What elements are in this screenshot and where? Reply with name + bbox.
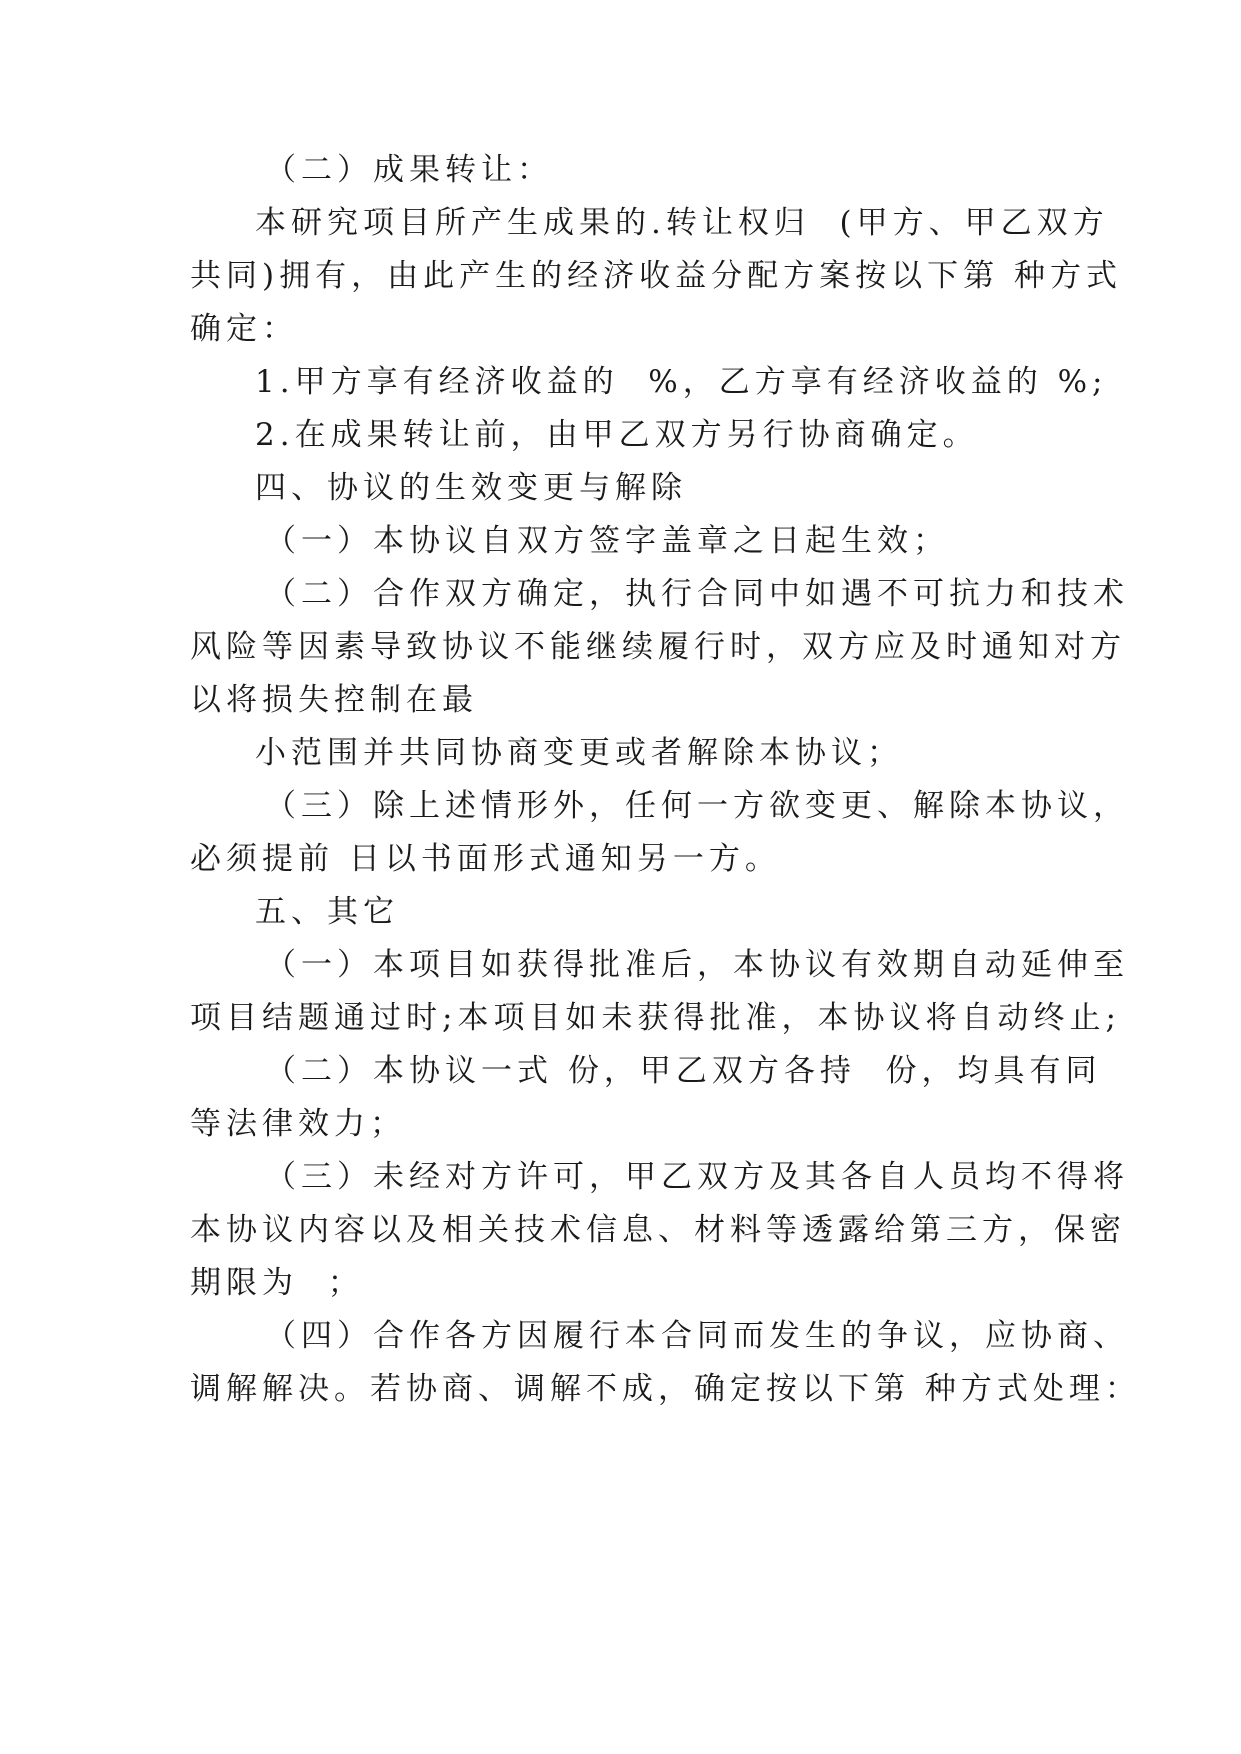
paragraph-line: 项目结题通过时;本项目如未获得批准，本协议将自动终止; [190, 1000, 1121, 1036]
paragraph-line: 必须提前 日以书面形式通知另一方。 [190, 841, 781, 877]
clause-line: （一）本协议自双方签字盖章之日起生效； [265, 523, 949, 559]
section-heading-effect-change-termination: 四、协议的生效变更与解除 [255, 470, 687, 506]
paragraph-line: 共同)拥有，由此产生的经济收益分配方案按以下第 种方式 [190, 258, 1122, 294]
paragraph-line: 等法律效力； [190, 1106, 406, 1142]
paragraph-line: 本协议内容以及相关技术信息、材料等透露给第三方，保密 [190, 1212, 1126, 1248]
list-item: 2.在成果转让前，由甲乙双方另行协商确定。 [255, 417, 979, 453]
section-heading-achievement-transfer: （二）成果转让： [265, 152, 553, 188]
paragraph-line: 期限为 ； [190, 1265, 364, 1301]
paragraph-line: 小范围并共同协商变更或者解除本协议； [255, 735, 903, 771]
clause-line: （三）除上述情形外，任何一方欲变更、解除本协议， [265, 788, 1129, 824]
clause-line: （二）本协议一式 份，甲乙双方各持 份，均具有同 [265, 1053, 1102, 1089]
section-heading-other: 五、其它 [255, 894, 399, 930]
clause-line: （一）本项目如获得批准后，本协议有效期自动延伸至 [265, 947, 1129, 983]
list-item: 1.甲方享有经济收益的 %，乙方享有经济收益的 %; [255, 364, 1108, 400]
paragraph-line: 调解解决。若协商、调解不成，确定按以下第 种方式处理： [190, 1371, 1141, 1407]
paragraph-line: 风险等因素导致协议不能继续履行时，双方应及时通知对方 [190, 629, 1126, 665]
clause-line: （二）合作双方确定，执行合同中如遇不可抗力和技术 [265, 576, 1129, 612]
clause-line: （四）合作各方因履行本合同而发生的争议，应协商、 [265, 1318, 1129, 1354]
paragraph-line: 确定： [190, 311, 298, 347]
paragraph-line: 以将损失控制在最 [190, 682, 478, 718]
paragraph-line: 本研究项目所产生成果的.转让权归 (甲方、甲乙双方 [255, 205, 1109, 241]
clause-line: （三）未经对方许可，甲乙双方及其各自人员均不得将 [265, 1159, 1129, 1195]
